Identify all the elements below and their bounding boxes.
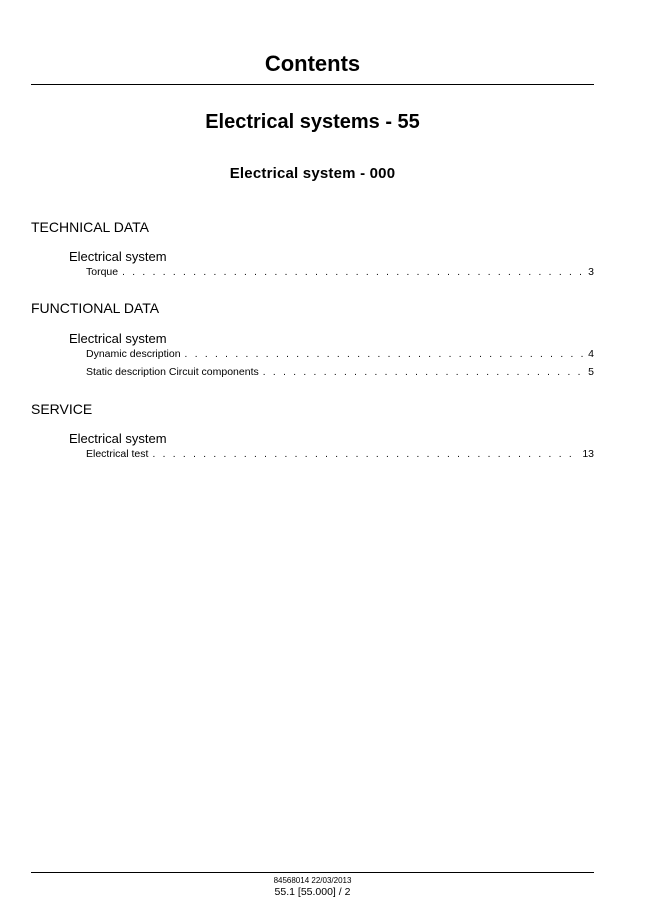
dot-leader [152, 448, 579, 462]
chapter-title: Electrical systems - 55 [205, 111, 420, 133]
header-divider [31, 84, 594, 85]
toc-category-service: SERVICE [31, 401, 93, 417]
toc-entry-page-number[interactable]: 5 [588, 366, 594, 378]
footer-document-id: 84568014 22/03/2013 [273, 876, 352, 885]
toc-entry-page-number[interactable]: 4 [588, 348, 594, 360]
toc-entry-label[interactable]: Static description Circuit components [86, 366, 259, 378]
toc-entry-label[interactable]: Electrical test [86, 448, 149, 460]
toc-entry-page-number[interactable]: 3 [588, 266, 594, 278]
toc-entry-page-number[interactable]: 13 [582, 448, 594, 460]
toc-entry-label[interactable]: Dynamic description [86, 348, 181, 360]
dot-leader [122, 266, 585, 280]
toc-group-electrical-system: Electrical system [69, 331, 167, 346]
section-title: Electrical system - 000 [229, 165, 396, 182]
page-title: Contents [264, 51, 361, 76]
footer-page-reference: 55.1 [55.000] / 2 [274, 886, 351, 898]
toc-entry-electrical-test[interactable] [86, 447, 594, 462]
toc-group-electrical-system: Electrical system [69, 249, 167, 264]
footer-divider [31, 872, 594, 873]
dot-leader [263, 366, 585, 380]
toc-category-functional-data: FUNCTIONAL DATA [31, 300, 160, 316]
toc-entry-torque[interactable] [86, 265, 594, 280]
toc-entry-dynamic-description[interactable] [86, 347, 594, 362]
toc-entry-label[interactable]: Torque [86, 266, 119, 278]
toc-category-technical-data: TECHNICAL DATA [31, 219, 149, 235]
toc-entry-static-description[interactable] [86, 365, 594, 380]
toc-group-electrical-system: Electrical system [69, 431, 167, 446]
dot-leader [185, 348, 586, 362]
